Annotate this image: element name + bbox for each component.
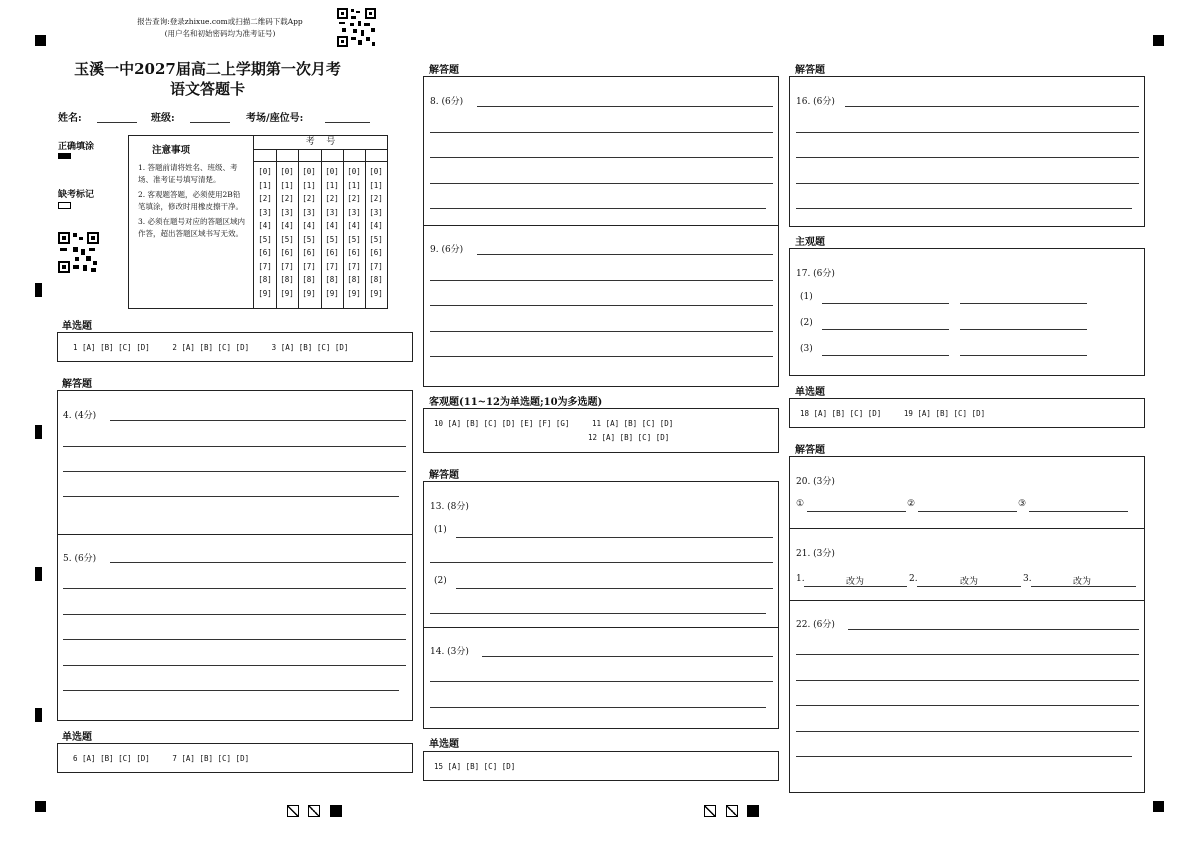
answer-box-q8-q9 bbox=[423, 76, 779, 387]
name-field[interactable] bbox=[97, 122, 137, 123]
answer-line[interactable] bbox=[430, 183, 773, 184]
answer-line[interactable] bbox=[430, 681, 773, 682]
answer-line[interactable] bbox=[456, 588, 773, 589]
section-subjective: 主观题 bbox=[795, 237, 825, 248]
timing-mark-bottom-right bbox=[1153, 801, 1164, 812]
name-label: 姓名: bbox=[58, 113, 82, 124]
question-13-part-1: (1) bbox=[434, 525, 447, 535]
question-21-item-1: 1. bbox=[796, 574, 805, 584]
section-single-choice-3: 单选题 bbox=[429, 739, 459, 750]
single-choice-options-6-7[interactable]: 6 [A] [B] [C] [D] 7 [A] [B] [C] [D] bbox=[73, 754, 250, 763]
answer-line[interactable] bbox=[796, 157, 1139, 158]
answer-box-q16 bbox=[789, 76, 1145, 227]
seat-field[interactable] bbox=[325, 122, 370, 123]
absent-mark-label: 缺考标记 bbox=[58, 190, 95, 200]
section-answer-3: 解答题 bbox=[429, 470, 459, 481]
answer-line[interactable] bbox=[430, 305, 773, 306]
answer-line[interactable] bbox=[430, 280, 773, 281]
answer-line[interactable] bbox=[430, 707, 766, 708]
answer-line[interactable] bbox=[430, 613, 766, 614]
class-label: 班级: bbox=[151, 113, 175, 124]
section-answer-1: 解答题 bbox=[62, 379, 92, 390]
exam-number-grid bbox=[253, 135, 388, 309]
timing-mark-left bbox=[35, 567, 42, 581]
answer-line[interactable] bbox=[63, 496, 399, 497]
correct-fill-label: 正确填涂 bbox=[58, 142, 95, 152]
answer-line[interactable] bbox=[430, 157, 773, 158]
answer-line[interactable] bbox=[430, 331, 773, 332]
section-answer-4: 解答题 bbox=[795, 65, 825, 76]
answer-line[interactable] bbox=[807, 511, 906, 512]
question-21-change-to: 改为 bbox=[1073, 577, 1092, 587]
answer-line[interactable] bbox=[960, 329, 1087, 330]
single-choice-box-1 bbox=[57, 332, 413, 362]
answer-line[interactable] bbox=[477, 254, 773, 255]
answer-line[interactable] bbox=[796, 680, 1139, 681]
question-9-label: 9. (6分) bbox=[430, 245, 464, 255]
single-choice-options-1-3[interactable]: 1 [A] [B] [C] [D] 2 [A] [B] [C] [D] 3 [A] [B] [C] [D] bbox=[73, 343, 349, 352]
exam-number-column[interactable]: [0] [1] [2] [3] [4] [5] [6] [7] [8] [9] bbox=[369, 167, 383, 298]
question-14-label: 14. (3分) bbox=[430, 647, 469, 657]
class-field[interactable] bbox=[190, 122, 230, 123]
report-info bbox=[115, 16, 325, 40]
question-13-label: 13. (8分) bbox=[430, 502, 469, 512]
page-marker-filled bbox=[747, 805, 759, 817]
question-20-blank-1-label: ① bbox=[796, 499, 805, 509]
title-line-1: 玉溪一中2027届高二上学期第一次月考 bbox=[74, 60, 341, 78]
section-answer-2: 解答题 bbox=[429, 65, 459, 76]
page-marker-hatched bbox=[704, 805, 716, 817]
divider bbox=[790, 528, 1144, 529]
timing-mark-left bbox=[35, 283, 42, 297]
question-20-label: 20. (3分) bbox=[796, 477, 835, 487]
exam-number-column[interactable]: [0] [1] [2] [3] [4] [5] [6] [7] [8] [9] bbox=[258, 167, 272, 298]
exam-number-column[interactable]: [0] [1] [2] [3] [4] [5] [6] [7] [8] [9] bbox=[280, 167, 294, 298]
answer-line[interactable] bbox=[63, 471, 406, 472]
question-17-part-1: (1) bbox=[800, 292, 813, 302]
question-17-label: 17. (6分) bbox=[796, 269, 835, 279]
notice-item-2: 2. 客观题答题，必须使用2B铅笔填涂，修改时用橡皮擦干净。 bbox=[138, 190, 243, 211]
divider bbox=[424, 225, 778, 226]
question-8-label: 8. (6分) bbox=[430, 97, 464, 107]
absent-mark-box[interactable] bbox=[58, 202, 71, 209]
answer-line[interactable] bbox=[430, 132, 773, 133]
single-choice-box-2 bbox=[57, 743, 413, 773]
answer-line[interactable] bbox=[960, 303, 1087, 304]
section-single-choice-4: 单选题 bbox=[795, 387, 825, 398]
question-20-blank-3-label: ③ bbox=[1018, 499, 1027, 509]
answer-line[interactable] bbox=[796, 132, 1139, 133]
section-objective: 客观题(11~12为单选题;10为多选题) bbox=[429, 397, 603, 408]
section-single-choice-1: 单选题 bbox=[62, 321, 92, 332]
exam-number-column[interactable]: [0] [1] [2] [3] [4] [5] [6] [7] [8] [9] bbox=[347, 167, 361, 298]
answer-line[interactable] bbox=[1029, 511, 1128, 512]
timing-mark-bottom-left bbox=[35, 801, 46, 812]
question-22-label: 22. (6分) bbox=[796, 620, 835, 630]
question-20-blank-2-label: ② bbox=[907, 499, 916, 509]
notice-item-3: 3. 必须在题号对应的答题区域内作答，超出答题区域书写无效。 bbox=[138, 217, 246, 238]
objective-options-12[interactable]: 12 [A] [B] [C] [D] bbox=[588, 433, 670, 442]
divider bbox=[790, 600, 1144, 601]
notice-title: 注意事项 bbox=[152, 145, 191, 156]
question-21-change-to: 改为 bbox=[960, 577, 979, 587]
answer-line[interactable] bbox=[796, 183, 1139, 184]
answer-box-q17 bbox=[789, 248, 1145, 376]
answer-line[interactable] bbox=[430, 562, 773, 563]
timing-mark-left bbox=[35, 708, 42, 722]
question-4-label: 4. (4分) bbox=[63, 411, 97, 421]
answer-box-q4-q5 bbox=[57, 390, 413, 721]
answer-line[interactable] bbox=[918, 511, 1017, 512]
single-choice-options-18-19[interactable]: 18 [A] [B] [C] [D] 19 [A] [B] [C] [D] bbox=[800, 409, 986, 418]
section-answer-5: 解答题 bbox=[795, 445, 825, 456]
page-marker-hatched bbox=[287, 805, 299, 817]
timing-mark-top-right bbox=[1153, 35, 1164, 46]
question-5-label: 5. (6分) bbox=[63, 554, 97, 564]
divider bbox=[424, 627, 778, 628]
answer-line[interactable] bbox=[960, 355, 1087, 356]
section-single-choice-2: 单选题 bbox=[62, 732, 92, 743]
answer-line[interactable] bbox=[796, 705, 1139, 706]
question-17-part-3: (3) bbox=[800, 344, 813, 354]
question-16-label: 16. (6分) bbox=[796, 97, 835, 107]
exam-number-column[interactable]: [0] [1] [2] [3] [4] [5] [6] [7] [8] [9] bbox=[302, 167, 316, 298]
answer-line[interactable] bbox=[63, 588, 406, 589]
answer-line[interactable] bbox=[796, 654, 1139, 655]
notice-item-1: 1. 答题前请将姓名、班级、考场、准考证号填写清楚。 bbox=[138, 163, 238, 184]
answer-line[interactable] bbox=[456, 537, 773, 538]
answer-line[interactable] bbox=[482, 656, 773, 657]
question-21-change-to: 改为 bbox=[846, 577, 865, 587]
answer-line[interactable] bbox=[110, 562, 406, 563]
answer-box-q13-q14 bbox=[423, 481, 779, 729]
answer-line[interactable] bbox=[63, 614, 406, 615]
page-marker-hatched bbox=[308, 805, 320, 817]
page-marker-hatched bbox=[726, 805, 738, 817]
objective-options-10-11[interactable]: 10 [A] [B] [C] [D] [E] [F] [G] 11 [A] [B] [C] [D] bbox=[434, 419, 674, 428]
answer-line[interactable] bbox=[430, 356, 773, 357]
question-21-item-2: 2. bbox=[909, 574, 918, 584]
report-line-1: 报告查询:登录zhixue.com或扫描二维码下载App bbox=[137, 17, 303, 26]
answer-line[interactable] bbox=[796, 731, 1139, 732]
answer-line[interactable] bbox=[477, 106, 773, 107]
divider bbox=[58, 534, 412, 535]
answer-box-q20-q22 bbox=[789, 456, 1145, 793]
qr-code-icon bbox=[336, 7, 377, 48]
notice-box bbox=[128, 135, 254, 309]
objective-box bbox=[423, 408, 779, 453]
page-marker-filled bbox=[330, 805, 342, 817]
exam-number-header: 考 号 bbox=[254, 136, 387, 150]
answer-line[interactable] bbox=[796, 756, 1132, 757]
answer-line[interactable] bbox=[796, 208, 1132, 209]
single-choice-options-15[interactable]: 15 [A] [B] [C] [D] bbox=[434, 762, 516, 771]
answer-line[interactable] bbox=[822, 329, 949, 330]
timing-mark-left bbox=[35, 425, 42, 439]
question-21-item-3: 3. bbox=[1023, 574, 1032, 584]
answer-line[interactable] bbox=[822, 303, 949, 304]
answer-line[interactable] bbox=[63, 446, 406, 447]
timing-mark-top-left bbox=[35, 35, 46, 46]
seat-label: 考场/座位号: bbox=[246, 113, 304, 124]
exam-number-column[interactable]: [0] [1] [2] [3] [4] [5] [6] [7] [8] [9] bbox=[325, 167, 339, 298]
answer-line[interactable] bbox=[63, 665, 406, 666]
question-17-part-2: (2) bbox=[800, 318, 813, 328]
report-line-2: (用户名和初始密码均为准考证号) bbox=[164, 29, 276, 38]
question-21-label: 21. (3分) bbox=[796, 549, 835, 559]
page-title bbox=[60, 59, 355, 99]
qr-code-icon bbox=[57, 231, 100, 274]
correct-fill-sample bbox=[58, 153, 71, 159]
answer-line[interactable] bbox=[845, 106, 1139, 107]
answer-line[interactable] bbox=[63, 690, 399, 691]
question-13-part-2: (2) bbox=[434, 576, 447, 586]
single-choice-box-3 bbox=[423, 751, 779, 781]
answer-line[interactable] bbox=[110, 420, 406, 421]
answer-line[interactable] bbox=[848, 629, 1139, 630]
answer-line[interactable] bbox=[430, 208, 766, 209]
title-line-2: 语文答题卡 bbox=[169, 80, 245, 98]
single-choice-box-4 bbox=[789, 398, 1145, 428]
answer-line[interactable] bbox=[63, 639, 406, 640]
answer-line[interactable] bbox=[822, 355, 949, 356]
